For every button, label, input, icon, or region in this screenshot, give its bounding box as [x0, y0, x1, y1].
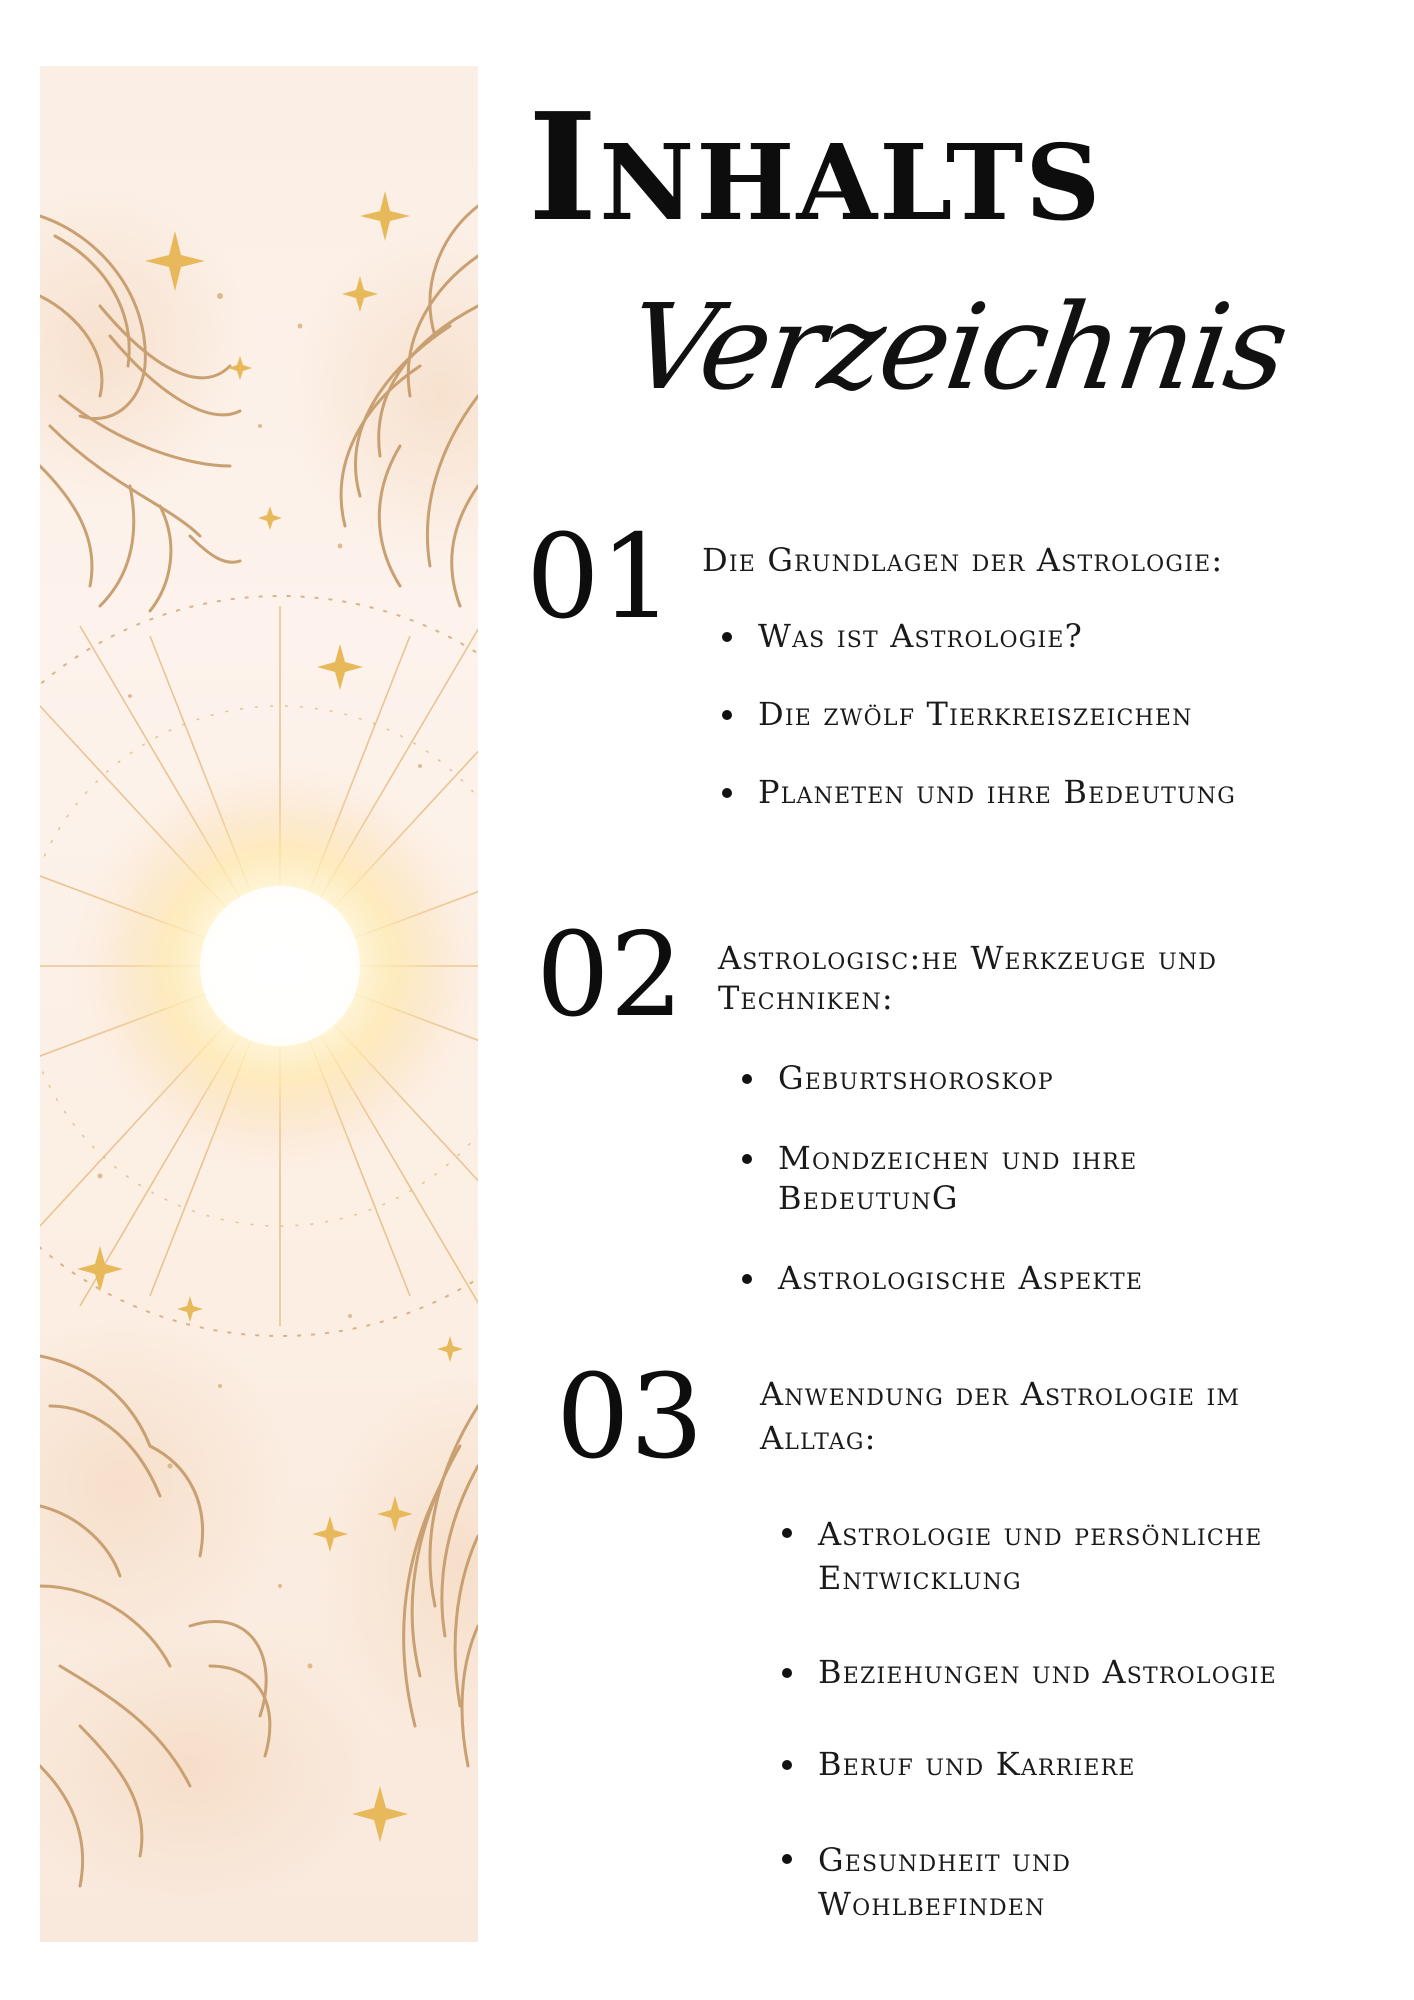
section-heading-01: Die Grundlagen der Astrologie: [702, 541, 1224, 579]
list-item: Geburtshoroskop [742, 1058, 1054, 1098]
zodiac-illustration-panel [40, 66, 478, 1942]
bullet-icon [722, 710, 732, 720]
bullet-icon [782, 1760, 792, 1770]
section-heading-03-line1: Anwendung der Astrologie im [760, 1375, 1241, 1413]
section-number-02: 02 [536, 908, 684, 1043]
list-item: Beziehungen und Astrologie [782, 1652, 1277, 1692]
bullet-icon [782, 1668, 792, 1678]
list-item: Mondzeichen und ihre BedeutunG [742, 1138, 1137, 1218]
list-item: Astrologie und persönliche Entwicklung [782, 1512, 1263, 1600]
bullet-icon [742, 1154, 752, 1164]
list-item: Die zwölf Tierkreiszeichen [722, 694, 1193, 734]
list-item: Gesundheit und Wohlbefinden [782, 1838, 1071, 1926]
bullet-icon [782, 1854, 792, 1864]
page-subtitle-script: Verzeichnis [620, 278, 1294, 416]
list-item: Planeten und ihre Bedeutung [722, 772, 1236, 812]
bullet-icon [742, 1274, 752, 1284]
section-number-03: 03 [556, 1350, 704, 1485]
list-item: Beruf und Karriere [782, 1744, 1136, 1784]
bullet-icon [742, 1074, 752, 1084]
zodiac-illustration-icon [40, 66, 478, 1942]
list-item: Was ist Astrologie? [722, 616, 1083, 656]
bullet-icon [782, 1528, 792, 1538]
section-heading-03-line2: Alltag: [760, 1419, 877, 1457]
list-item: Astrologische Aspekte [742, 1258, 1143, 1298]
bullet-icon [722, 788, 732, 798]
page-title: Inhalts [528, 80, 1103, 254]
section-number-01: 01 [526, 510, 674, 645]
bullet-icon [722, 632, 732, 642]
section-heading-02-line2: Techniken: [718, 979, 894, 1017]
section-heading-02 [718, 938, 1217, 1018]
section-heading-03 [760, 1372, 1240, 1460]
section-heading-02-line1: Astrologisc:he Werkzeuge und [718, 939, 1218, 977]
